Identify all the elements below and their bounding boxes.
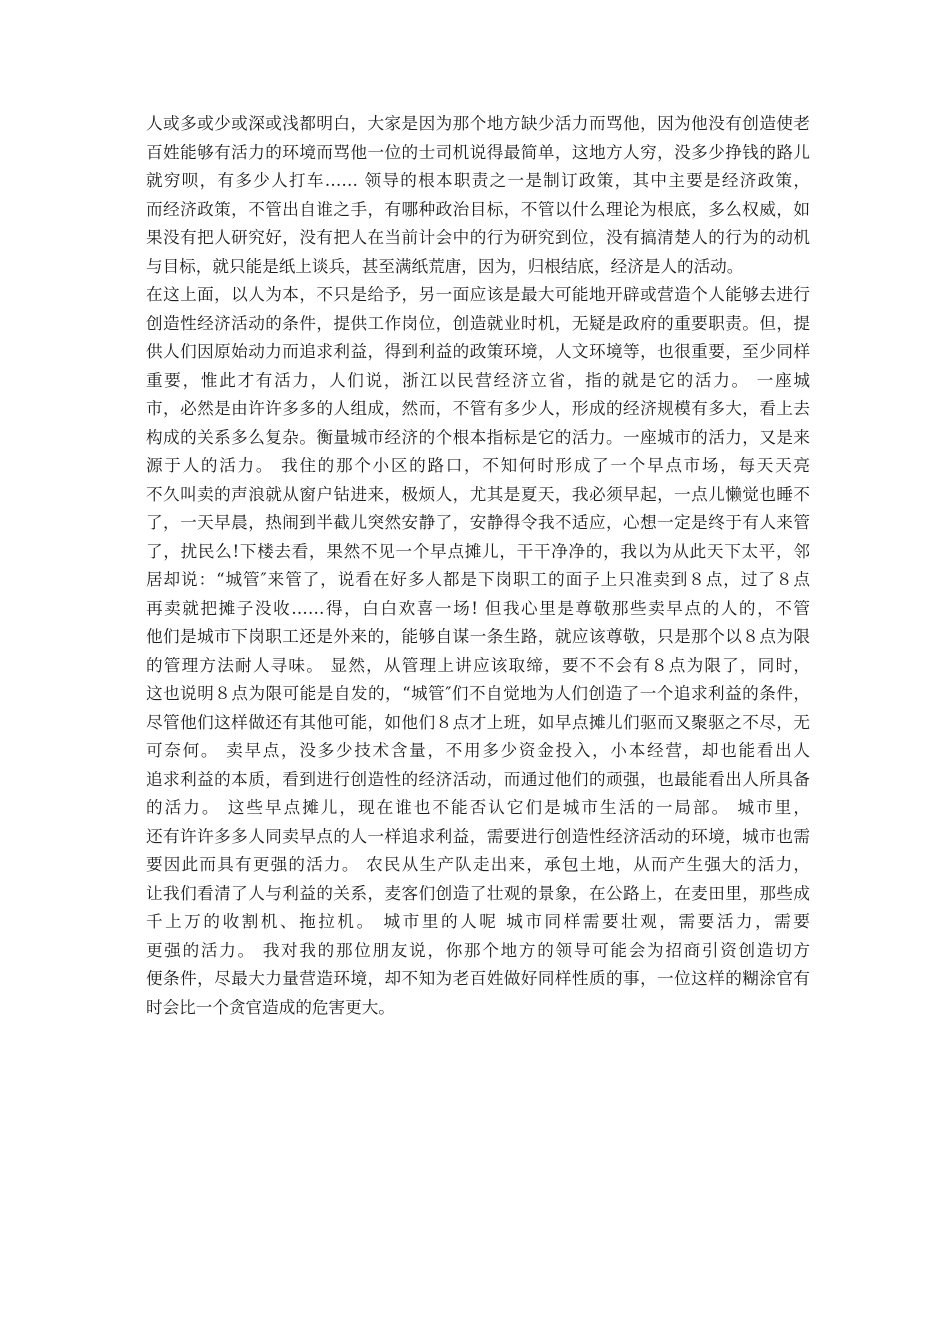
- text-line: 了，扰民么!下楼去看，果然不见一个早点摊儿，干干净净的，我以为从此天下太平，邻: [146, 541, 810, 561]
- text-line: 果没有把人研究好，没有把人在当前计会中的行为研究到位，没有搞清楚人的行为的动机: [146, 228, 810, 247]
- text-line: 居却说：“城管″来管了，说看在好多人都是下岗职工的面子上只准卖到８点，过了８点: [146, 570, 810, 589]
- text-line: 更强的活力。 我对我的那位朋友说，你那个地方的领导可能会为招商引资创造切方: [146, 940, 810, 960]
- text-line: 百姓能够有活力的环境而骂他一位的士司机说得最简单，这地方人穷，没多少挣钱的路儿: [146, 142, 810, 162]
- text-line: 还有许许多多人同卖早点的人一样追求利益，需要进行创造性经济活动的环境，城市也需: [146, 826, 810, 846]
- text-line: 就穷呗，有多少人打车…… 领导的根本职责之一是制订政策，其中主要是经济政策，: [146, 171, 810, 190]
- body-text: [146, 110, 810, 1022]
- text-line: 尽管他们这样做还有其他可能，如他们８点才上班，如早点摊儿们驱而又聚驱之不尽，无: [146, 712, 810, 732]
- text-line: 便条件，尽最大力量营造环境，却不知为老百姓做好同样性质的事，一位这样的糊涂官有: [146, 969, 810, 988]
- text-line: 追求利益的本质，看到进行创造性的经济活动，而通过他们的顽强，也最能看出人所具备: [146, 769, 810, 789]
- text-line: 构成的关系多么复杂。衡量城市经济的个根本指标是它的活力。一座城市的活力，又是来: [146, 427, 810, 447]
- text-line: 的管理方法耐人寻味。 显然，从管理上讲应该取缔，要不不会有８点为限了，同时，: [146, 655, 810, 675]
- text-line: 了，一天早晨，热闹到半截儿突然安静了，安静得令我不适应，心想一定是终于有人来管: [146, 513, 810, 532]
- text-line: 在这上面，以人为本，不只是给予，另一面应该是最大可能地开辟或营造个人能够去进行: [146, 285, 810, 304]
- text-line: 人或多或少或深或浅都明白，大家是因为那个地方缺少活力而骂他，因为他没有创造使老: [146, 114, 810, 133]
- text-line: 创造性经济活动的条件，提供工作岗位，创造就业时机，无疑是政府的重要职责。但，提: [146, 313, 810, 333]
- text-line: 这也说明８点为限可能是自发的，“城管″们不自觉地为人们创造了一个追求利益的条件，: [146, 684, 810, 703]
- text-line: 再卖就把摊子没收……得，白白欢喜一场! 但我心里是尊敬那些卖早点的人的，不管: [146, 598, 810, 618]
- text-line: 不久叫卖的声浪就从窗户钻进来，极烦人，尤其是夏天，我必须早起，一点儿懒觉也睡不: [146, 484, 810, 504]
- text-line: 重要，惟此才有活力，人们说，浙江以民营经济立省，指的就是它的活力。 一座城: [146, 370, 810, 390]
- text-line: 千上万的收割机、拖拉机。 城市里的人呢 城市同样需要壮观，需要活力，需要: [146, 912, 810, 931]
- text-line: 可奈何。 卖早点，没多少技术含量，不用多少资金投入，小本经营，却也能看出人: [146, 741, 810, 760]
- text-line: 的活力。 这些早点摊儿，现在谁也不能否认它们是城市生活的一局部。 城市里，: [146, 798, 810, 817]
- text-line: 他们是城市下岗职工还是外来的，能够自谋一条生路，就应该尊敬，只是那个以８点为限: [146, 627, 810, 646]
- text-line: 与目标，就只能是纸上谈兵，甚至满纸荒唐，因为，归根结底，经济是人的活动。: [146, 256, 744, 276]
- text-line: 源于人的活力。 我住的那个小区的路口，不知何时形成了一个早点市场，每天天亮: [146, 456, 810, 475]
- text-line: 让我们看清了人与利益的关系，麦客们创造了壮观的景象，在公路上，在麦田里，那些成: [146, 883, 810, 903]
- text-line: 供人们因原始动力而追求利益，得到利益的政策环境，人文环境等，也很重要，至少同样: [146, 342, 810, 361]
- text-line: 要因此而具有更强的活力。 农民从生产队走出来，承包土地，从而产生强大的活力，: [146, 855, 810, 874]
- text-line: 市，必然是由许许多多的人组成，然而，不管有多少人，形成的经济规模有多大，看上去: [146, 399, 810, 418]
- text-line: 而经济政策，不管出自谁之手，有哪种政治目标，不管以什么理论为根底，多么权威，如: [146, 199, 810, 219]
- text-line: 时会比一个贪官造成的危害更大。: [146, 997, 395, 1017]
